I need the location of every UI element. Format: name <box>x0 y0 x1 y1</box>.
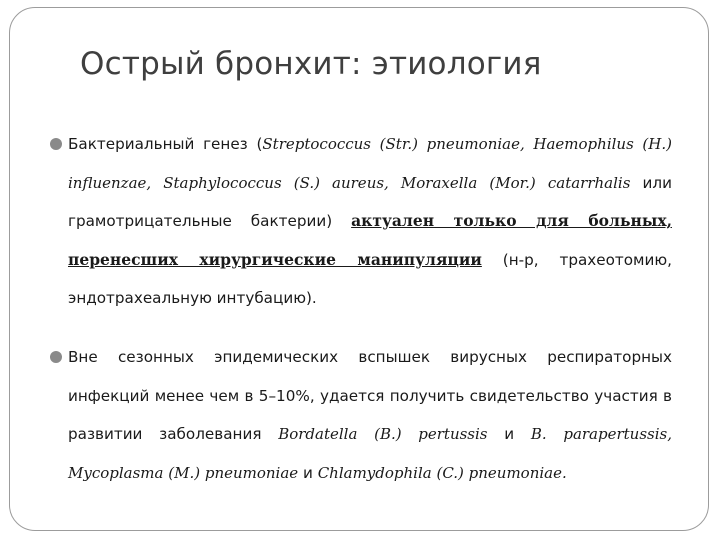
bullet-paragraph-viral <box>68 338 672 492</box>
text-segment-italic: Streptococcus (Str.) pneumoniae, Haemophilus (H.) influenzae, Staphylococcus (S.) aureus, Moraxella (Mor.) catarrhalis <box>68 135 672 192</box>
text-segment: Вне сезонных эпидемических вспышек вирусных респираторных инфекций менее чем в 5–10%, удается получить свидетельство участия в развитии заболевания <box>68 348 672 443</box>
bullet-dot-icon <box>50 351 62 363</box>
text-segment-underlined: актуален только для больных, перенесших хирургические манипуляции <box>68 211 672 269</box>
text-segment: и <box>487 425 531 443</box>
text-segment: и <box>298 463 318 482</box>
slide-title: Острый бронхит: этиология <box>80 46 542 82</box>
bullet-dot-icon <box>50 138 62 150</box>
text-segment-italic: Chlamydophila (C.) pneumoniae. <box>317 463 567 482</box>
bullet-paragraph-bacterial <box>68 125 672 318</box>
text-segment: или грамотрицательные бактерии) <box>68 173 673 230</box>
text-segment: (н-р, трахеотомию, эндотрахеальную интубацию). <box>68 250 672 307</box>
text-segment-italic: Bordatella (B.) pertussis <box>278 425 488 443</box>
text-segment-italic: B. parapertussis, Mycoplasma (M.) pneumoniae <box>68 425 673 482</box>
text-segment: Бактериальный генез ( <box>68 135 263 153</box>
